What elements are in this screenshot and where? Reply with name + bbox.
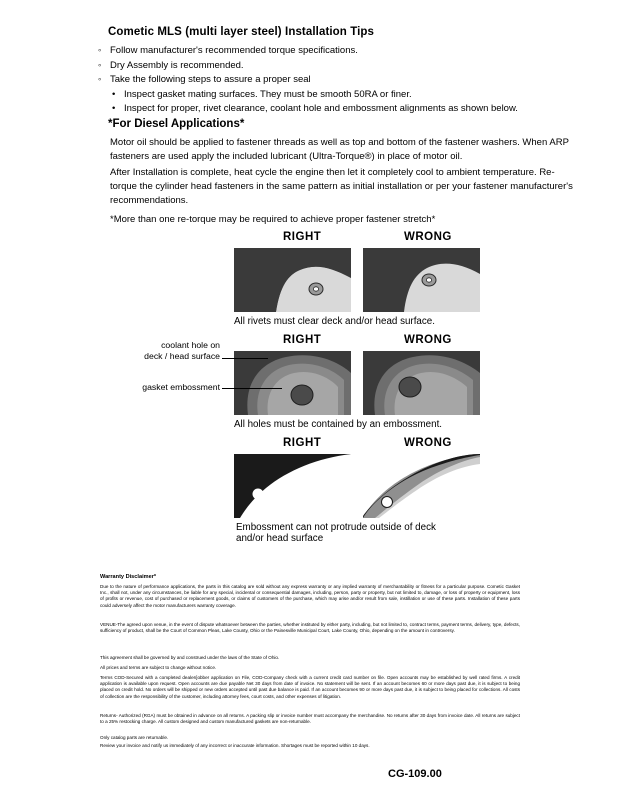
figure1-caption: All rivets must clear deck and/or head surface. (234, 316, 435, 327)
warranty-paragraph-6: Returns- Authorized (RGA) must be obtained in advance on all returns. A packing slip or invoice number must accompany the merchandise. No returns after 30 days from invoice date. All returns are subject to a 25% restocking charge. All custom designed and custom manufactured gaskets are non-returnable. (100, 713, 520, 725)
diesel-paragraph-1: Motor oil should be applied to fastener threads as well as top and bottom of the fastener washers. When ARP fasteners are used apply the included lubricant (Ultra-Torque®) in place of motor oil. (110, 137, 569, 162)
list-item: ◦ Follow manufacturer's recommended torque specifications. (98, 44, 598, 59)
figure3-wrong-image (363, 454, 480, 518)
retorque-note: *More than one re-torque may be required to achieve proper fastener stretch* (110, 214, 436, 225)
figure2-caption: All holes must be contained by an embossment. (234, 419, 443, 430)
diesel-section-heading: *For Diesel Applications* (108, 118, 245, 130)
diesel-paragraph-2: After Installation is complete, heat cycle the engine then let it completely cool to ambient temperature. Re-torque the cylinder head fasteners in the same pattern as initial installation or per your fastener manufacturer's recommendations. (110, 167, 573, 206)
figure3-wrong-label: WRONG (404, 437, 452, 449)
list-item: ◦ Dry Assembly is recommended. (98, 59, 598, 74)
warranty-paragraph-7: Only catalog parts are returnable. (100, 735, 169, 740)
figure1-right-image (234, 248, 351, 312)
figure2-wrong-image (363, 351, 480, 415)
figure3-caption-line1: Embossment can not protrude outside of deck (236, 522, 436, 533)
figure2-right-label: RIGHT (283, 334, 322, 346)
figure2-right-image (234, 351, 351, 415)
figure1-right-label: RIGHT (283, 231, 322, 243)
figure1-wrong-image (363, 248, 480, 312)
warranty-paragraph-8: Review your invoice and notify us immediately of any incorrect or inaccurate information. Shortages must be reported within 10 days. (100, 743, 370, 748)
warranty-paragraph-3: This agreement shall be governed by and construed under the laws of the State of Ohio. (100, 655, 280, 660)
figure3-right-image (234, 454, 351, 518)
figure2-leader-line-1 (222, 358, 268, 359)
page-title: Cometic MLS (multi layer steel) Installation Tips (108, 26, 375, 38)
warranty-paragraph-4: All prices and terms are subject to change without notice. (100, 665, 217, 670)
warranty-paragraph-2: VENUE-The agreed upon venue, in the event of dispute whatsoever between the parties, whether instituted by either party, including, but not limited to, contract terms, payment terms, delivery, type, defects, sufficiency of product, shall be the Court of Common Pleas, Lake County, Ohio or the Painesville Municipal Court, Lake County, Ohio, depending on the amount in controversy. (100, 622, 520, 634)
figure2-wrong-label: WRONG (404, 334, 452, 346)
figure3-caption-line2: and/or head surface (236, 533, 324, 544)
list-item: ◦ Take the following steps to assure a proper seal (98, 73, 598, 88)
figure3-right-label: RIGHT (283, 437, 322, 449)
warranty-paragraph-1: Due to the nature of performance applications, the parts in this catalog are sold without any express warranty or any implied warranty of merchantability or fitness for a particular purpose. Cometic Gasket Inc., shall not, under any circumstances, be liable for any special, incidental or consequential damages, including, person, party or property, but not limited to, damage, or loss of property or equipment, loss of profits or revenue, cost of purchased or replacement goods, or claims of customers of the purchase, which may arise and/or result from sale, instillation or use of these parts. Installation of these parts could adversely affect the motor manufacturers warranty coverage. (100, 584, 520, 608)
figure1-wrong-label: WRONG (404, 231, 452, 243)
warranty-paragraph-5: Terms COD-Secured with a completed dealer/jobber application on File, COD-Company check with a current credit card number on file. Open accounts may be established by well rated firms. A credit application is available upon request. Open accounts are due payable Net 30 days from date of invoice. No statement will be sent. If an account becomes 60 or more days past due, it is subject to being placed on credit hold. No orders will be shipped or new orders accepted until past due balance is paid. If an account becomes 90 or more days past due, it is subject to being placed for collections. All costs of collection are the responsibility of the customer, including attorney fees, court costs, and other expenses of litigation. (100, 675, 520, 699)
figure2-annotation-1: coolant hole on (161, 340, 220, 350)
list-item: • Inspect for proper, rivet clearance, coolant hole and embossment alignments as shown below. (112, 102, 598, 117)
list-item: • Inspect gasket mating surfaces. They must be smooth 50RA or finer. (112, 88, 598, 103)
warranty-heading: Warranty Disclaimer* (100, 574, 157, 580)
document-id: CG-109.00 (388, 768, 442, 780)
figure2-leader-line-2 (222, 388, 282, 389)
figure2-annotation-2: deck / head surface (144, 351, 220, 361)
figure2-annotation-3: gasket embossment (142, 382, 220, 392)
